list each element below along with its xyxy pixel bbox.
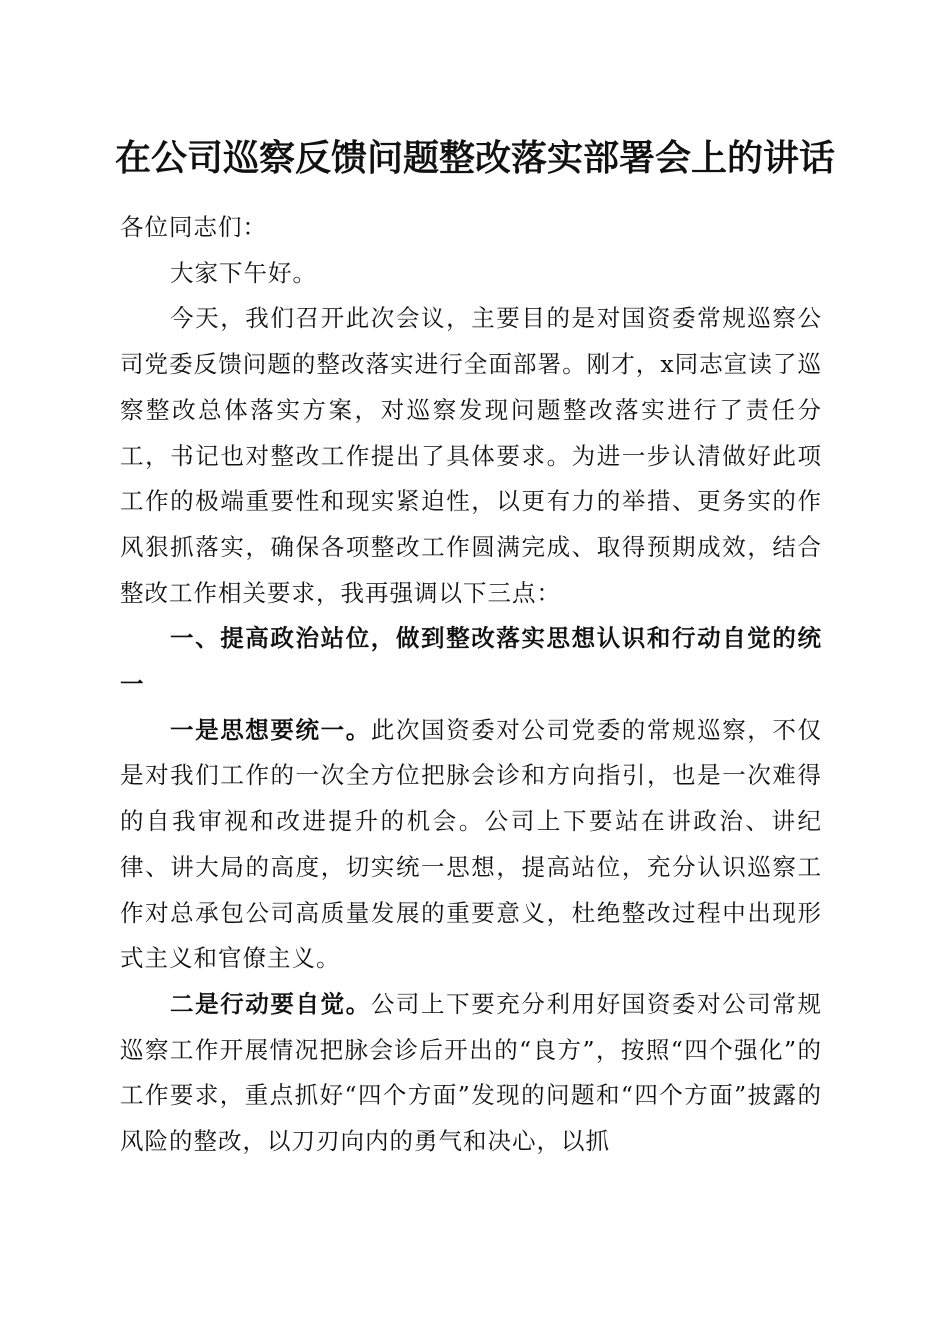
point-1-paragraph — [120, 708, 822, 982]
point-2-paragraph — [120, 982, 822, 1165]
point-1-text: 此次国资委对公司党委的常规巡察，不仅是对我们工作的一次全方位把脉会诊和方向指引，也是一次难得的自我审视和改进提升的机会。公司上下要站在讲政治、讲纪律、讲大局的高度，切实统一思想，提高站位，充分认识巡察工作对总承包公司高质量发展的重要意义，杜绝整改过程中出现形式主义和官僚主义。 — [120, 715, 823, 973]
salutation: 各位同志们： — [120, 213, 267, 241]
greeting: 大家下午好。 — [170, 258, 317, 287]
document-body — [120, 205, 822, 1165]
intro-paragraph: 今天，我们召开此次会议，主要目的是对国资委常规巡察公司党委反馈问题的整改落实进行全面部署。刚才，x同志宣读了巡察整改总体落实方案，对巡察发现问题整改落实进行了责任分工，书记也对整改工作提出了具体要求。为进一步认清做好此项工作的极端重要性和现实紧迫性，以更有力的举措、更务实的作风狠抓落实，确保各项整改工作圆满完成、取得预期成效，结合整改工作相关要求，我再强调以下三点： — [120, 304, 822, 607]
point-1-lead: 一是思想要统一。 — [170, 715, 371, 744]
point-2-text: 公司上下要充分利用好国资委对公司常规巡察工作开展情况把脉会诊后开出的“良方”，按照“四个强化”的工作要求，重点抓好“四个方面”发现的问题和“四个方面”披露的风险的整改，以刀刃向内的勇气和决心，以抓 — [120, 989, 823, 1156]
section-1-heading: 一、提高政治站位，做到整改落实思想认识和行动自觉的统一 — [120, 624, 822, 699]
point-2-lead: 二是行动要自觉。 — [170, 989, 371, 1018]
page-title: 在公司巡察反馈问题整改落实部署会上的讲话 — [114, 137, 835, 179]
